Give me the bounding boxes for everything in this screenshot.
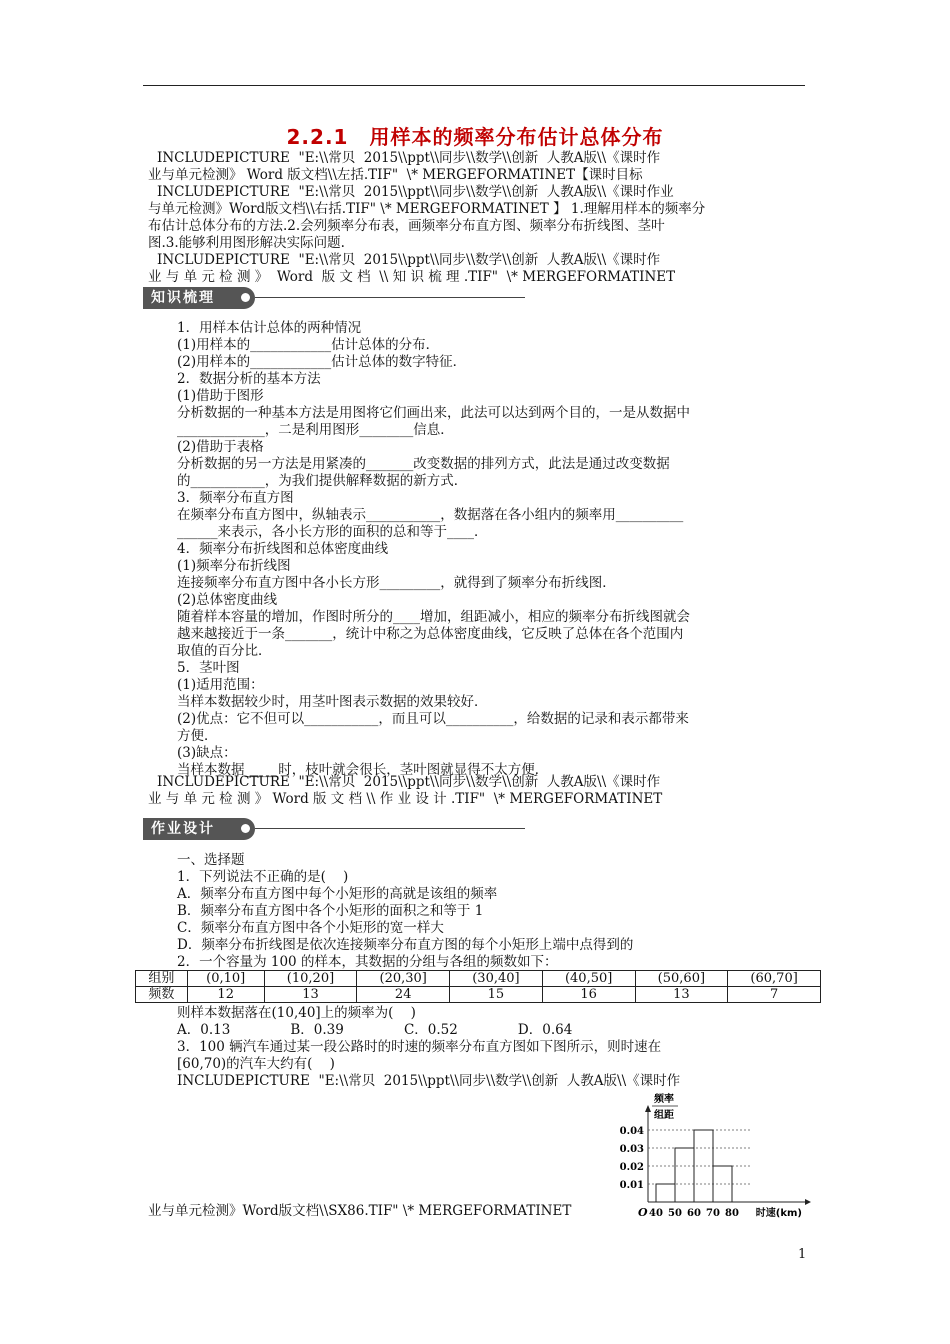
text-line: D．频率分布折线图是依次连接频率分布直方图的每个小矩形上端中点得到的 [177,937,634,953]
x-tick-label: 50 [668,1208,682,1219]
table-cell: (60,70] [728,971,821,987]
frequency-table [135,970,821,1003]
origin-label: O [638,1206,648,1219]
text-line: 3．频率分布直方图 [177,490,294,506]
x-tick-label: 80 [725,1208,739,1219]
histogram-chart [600,1090,815,1220]
table-cell: (20,30] [357,971,450,987]
text-line: 业与单元检测》 Word 版文档\\左括.TIF" \* MERGEFORMATINET【课时目标 [148,167,643,183]
text-line: 2．数据分析的基本方法 [177,371,321,387]
table-cell: 12 [187,987,264,1003]
text-line: ______来表示，各小长方形的面积的总和等于____． [177,524,488,540]
bullet-dot-icon [241,824,250,833]
text-line: 1．用样本估计总体的两种情况 [177,320,362,336]
histogram-bar [656,1184,675,1202]
x-axis-label: 时速(km) [755,1208,802,1219]
text-line: 在频率分布直方图中，纵轴表示___________，数据落在各小组内的频率用__________ [177,507,684,523]
last-include-line: 业与单元检测》Word版文档\\SX86.TIF" \* MERGEFORMATINET [148,1203,572,1219]
section-knowledge-label: 知识梳理 [143,287,255,309]
text-line: (1)借助于图形 [177,388,264,404]
text-line: INCLUDEPICTURE "E:\\常贝 2015\\ppt\\同步\\数学\\创新 人教A版\\《课时作 [157,774,661,790]
table-row-counts [136,987,821,1003]
table-cell: (10,20] [264,971,357,987]
text-line: _____________，二是利用图形________信息． [177,422,454,438]
text-line: (2)借助于表格 [177,439,264,455]
text-line: (2)总体密度曲线 [177,592,278,608]
bullet-dot-icon [241,293,250,302]
table-cell: (30,40] [450,971,543,987]
page-title: 2.2.1 用样本的频率分布估计总体分布 [286,125,664,149]
text-line: (3)缺点： [177,745,237,761]
text-line: INCLUDEPICTURE "E:\\常贝 2015\\ppt\\同步\\数学\\创新 人教A版\\《课时作 [157,150,661,166]
text-line: 当样本数据较少时，用茎叶图表示数据的效果较好． [177,694,488,710]
text-line: 随着样本容量的增加，作图时所分的____增加，组距减小，相应的频率分布折线图就会 [177,609,690,625]
text-line: 图.3.能够利用图形解决实际问题. [148,235,345,251]
x-tick-label: 60 [687,1208,701,1219]
text-line: 分析数据的另一方法是用紧凑的_______改变数据的排列方式，此法是通过改变数据 [177,456,670,472]
table-cell: (50,60] [635,971,728,987]
text-line: 越来越接近于一条_______，统计中称之为总体密度曲线，它反映了总体在各个范围内 [177,626,684,642]
text-line: 业 与 单 元 检 测 》 Word 版 文 档 \\ 知 识 梳 理 .TIF" \* MERGEFORMATINET [148,269,676,285]
text-line: 与单元检测》Word版文档\\右括.TIF" \* MERGEFORMATINET 】 1.理解用样本的频率分 [148,201,706,217]
histogram-bar [675,1148,694,1202]
y-tick-label: 0.03 [619,1144,644,1155]
table-cell: (0,10] [187,971,264,987]
text-line: A．0.13 B．0.39 C．0.52 D．0.64 [177,1022,573,1038]
page-number: 1 [798,1247,807,1262]
text-line: 3．100 辆汽车通过某一段公路时的时速的频率分布直方图如下图所示，则时速在 [177,1039,662,1055]
text-line: A．频率分布直方图中每个小矩形的高就是该组的频率 [177,886,498,902]
table-cell: 7 [728,987,821,1003]
text-line: 1．下列说法不正确的是( ) [177,869,349,885]
section-exercise-label: 作业设计 [143,818,255,840]
text-line: 当样本数据_____时，枝叶就会很长，茎叶图就显得不太方便． [177,762,549,778]
section-rule [255,828,525,829]
x-tick-label: 40 [649,1208,663,1219]
text-line: 方便． [177,728,218,744]
text-line: INCLUDEPICTURE "E:\\常贝 2015\\ppt\\同步\\数学\\创新 人教A版\\《课时作 [157,252,661,268]
table-cell: 16 [542,987,635,1003]
table-cell: 24 [357,987,450,1003]
text-line: INCLUDEPICTURE "E:\\常贝 2015\\ppt\\同步\\数学\\创新 人教A版\\《课时作 [177,1073,681,1089]
y-tick-label: 0.04 [619,1126,644,1137]
text-line: 取值的百分比． [177,643,272,659]
text-line: 4．频率分布折线图和总体密度曲线 [177,541,389,557]
table-cell: 15 [450,987,543,1003]
text-line: 分析数据的一种基本方法是用图将它们画出来，此法可以达到两个目的，一是从数据中 [177,405,690,421]
text-line: 则样本数据落在(10,40]上的频率为( ) [177,1005,416,1021]
y-axis-label-bottom: 组距 [654,1110,674,1121]
text-line: (2)用样本的____________估计总体的数字特征． [177,354,467,370]
histogram-figure [600,1090,815,1220]
text-line: 5．茎叶图 [177,660,240,676]
row-label-groups: 组别 [136,971,188,987]
y-tick-label: 0.01 [619,1180,644,1191]
text-line: 2．一个容量为 100 的样本，其数据的分组与各组的频数如下： [177,954,558,970]
text-line: 一、选择题 [177,852,245,868]
table-row-groups [136,971,821,987]
text-line: 连接频率分布直方图中各小长方形_________，就得到了频率分布折线图． [177,575,616,591]
row-label-counts: 频数 [136,987,188,1003]
text-line: 的___________，为我们提供解释数据的新方式． [177,473,468,489]
text-line: [60,70)的汽车大约有( ) [177,1056,335,1072]
x-axis-arrow-icon [805,1199,811,1205]
table-cell: (40,50] [542,971,635,987]
text-line: (1)用样本的____________估计总体的分布． [177,337,440,353]
top-rule [143,85,805,86]
section-rule [255,297,525,298]
table-cell: 13 [264,987,357,1003]
text-line: (2)优点：它不但可以___________，而且可以__________，给数据的记录和表示都带来 [177,711,689,727]
text-line: B．频率分布直方图中各个小矩形的面积之和等于 1 [177,903,484,919]
text-line: 业 与 单 元 检 测 》 Word 版 文 档 \\ 作 业 设 计 .TIF" \* MERGEFORMATINET [148,791,663,807]
y-tick-label: 0.02 [619,1162,644,1173]
x-tick-label: 70 [706,1208,720,1219]
y-axis-arrow-icon [645,1105,651,1112]
text-line: (1)适用范围： [177,677,264,693]
text-line: 布估计总体分布的方法.2.会列频率分布表，画频率分布直方图、频率分布折线图、茎叶 [148,218,665,234]
text-line: INCLUDEPICTURE "E:\\常贝 2015\\ppt\\同步\\数学\\创新 人教A版\\《课时作业 [157,184,674,200]
y-axis-label-top: 频率 [654,1094,674,1105]
table-cell: 13 [635,987,728,1003]
text-line: C．频率分布直方图中各个小矩形的宽一样大 [177,920,444,936]
text-line: (1)频率分布折线图 [177,558,291,574]
